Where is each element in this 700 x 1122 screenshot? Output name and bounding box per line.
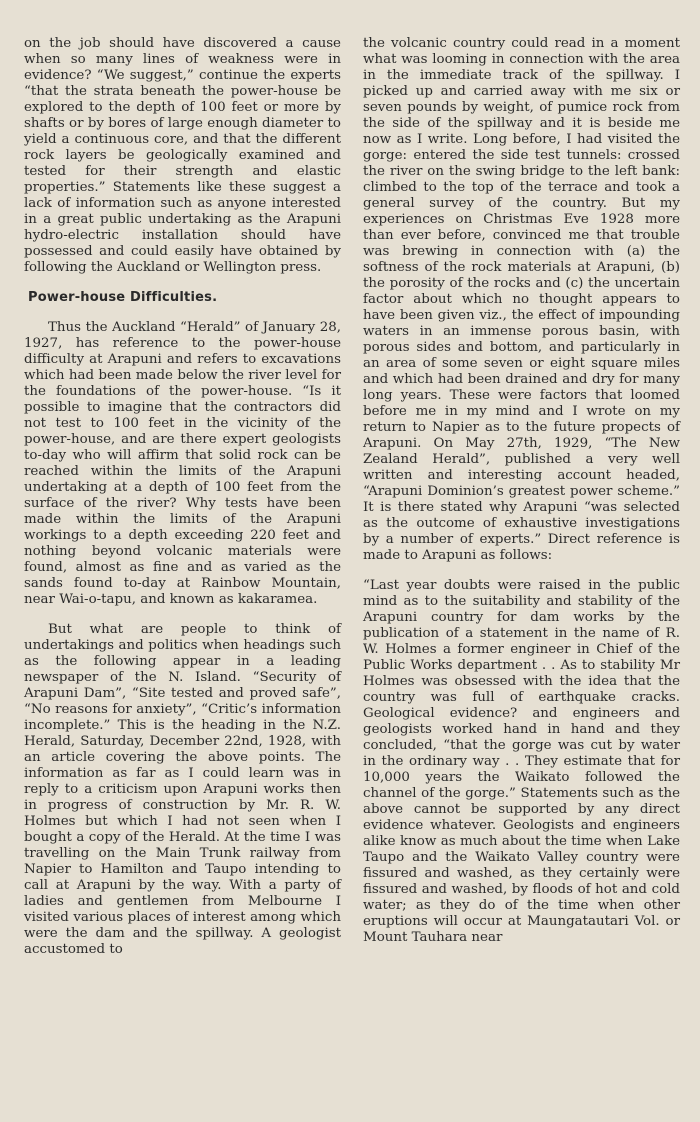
quoted-paragraph: “Last year doubts were raised in the public mind as to the suitability and stability of the Arapuni country for dam works by the publication of a statement in the name of R. W. Holmes a former engineer in Chief of the Public Works department . . As to stability Mr Holmes was obsessed with the idea that the country was full of earthquake cracks. Geological evidence? and engineers and geologists worked hand in hand and they concluded, “that the gorge was cut by water in the ordinary way . . They estimate that for 10,000 years the Waikato followed the channel of the gorge.” Statements such as the above cannot be supported by any direct evidence whatever. Geologists and engineers alike know as much about the time when Lake Taupo and the Waikato Valley country were fissured and washed, as they certainly were fissured and washed, by floods of hot and cold water; as they do of the time when other eruptions will occur at Maungatautari Vol. or Mount Tauhara near	[363, 578, 680, 945]
paragraph-volcanic-country: the volcanic country could read in a moment what was looming in connection with the area in the immediate track of the spillway. I picked up and carried away with me six or seven pounds by weight, of pumice rock from the side of the spillway and it is beside me now as I write. Long before, I had visited the gorge: entered the side test tunnels: crossed the river on the swing bridge to the left bank: climbed to the top of the terrace and took a general survey of the country. But my experiences on Christmas Eve 1928 more than ever before, convinced me that trouble was brewing in connection with (a) the softness of the rock materials at Arapuni, (b) the porosity of the rocks and (c) the uncertain factor about which no thought appears to have been given viz., the effect of impounding waters in an immense porous basin, with porous sides and bottom, and particularly in an area of some seven or eight square miles and which had been drained and dry for many long years. These were factors that loomed before me in my mind and I wrote on my return to Napier as to the future propects of Arapuni. On May 27th, 1929, “The New Zealand Herald”, published a very well written and interesting account headed, “Arapuni Dominion’s greatest power scheme.” It is there stated why Arapuni “was selected as the outcome of exhaustive investigations by a number of experts.” Direct reference is made to Arapuni as follows:	[363, 36, 680, 563]
right-column	[363, 36, 680, 1102]
paragraph-herald-january: Thus the Auckland “Herald” of January 28, 1927, has reference to the power-house difficulty at Arapuni and refers to excavations which had been made below the river level for the foundations of the power-house. “Is it possible to imagine that the contractors did not test to 100 feet in the vicinity of the power-house, and are there expert geologists to-day who will affirm that solid rock can be reached within the limits of the Arapuni undertaking at a depth of 100 feet from the surface of the river? Why tests have been made within the limits of the Arapuni workings to a depth exceeding 220 feet and nothing beyond volcanic materials were found, almost as fine and as varied as the sands found to-day at Rainbow Mountain, near Wai-o-tapu, and known as kakaramea.	[24, 320, 341, 607]
left-column	[24, 36, 341, 1102]
paragraph-continuation: on the job should have discovered a cause when so many lines of weakness were in evidence? “We suggest,” continue the experts “that the strata beneath the power-house be explored to the depth of 100 feet or more by shafts or by bores of large enough diameter to yield a continuous core, and that the different rock layers be geologically examined and tested for their strength and elastic properties.” Statements like these suggest a lack of information such as anyone interested in a great public undertaking as the Arapuni hydro-electric installation should have possessed and could easily have obtained by following the Auckland or Wellington press.	[24, 36, 341, 275]
section-heading: Power-house Difficulties.	[28, 290, 218, 305]
paragraph-undertakings: But what are people to think of undertakings and politics when headings such as the following appear in a leading newspaper of the N. Island. “Security of Arapuni Dam”, “Site tested and proved safe”, “No reasons for anxiety”, “Critic’s information incomplete.” This is the heading in the N.Z. Herald, Saturday, December 22nd, 1928, with an article covering the above points. The information as far as I could learn was in reply to a criticism upon Arapuni works then in progress of construction by Mr. R. W. Holmes but which I had not seen when I bought a copy of the Herald. At the time I was travelling on the Main Trunk railway from Napier to Hamilton and Taupo intending to call at Arapuni by the way. With a party of ladies and gentlemen from Melbourne I visited various places of interest among which were the dam and the spillway. A geologist accustomed to	[24, 622, 341, 957]
